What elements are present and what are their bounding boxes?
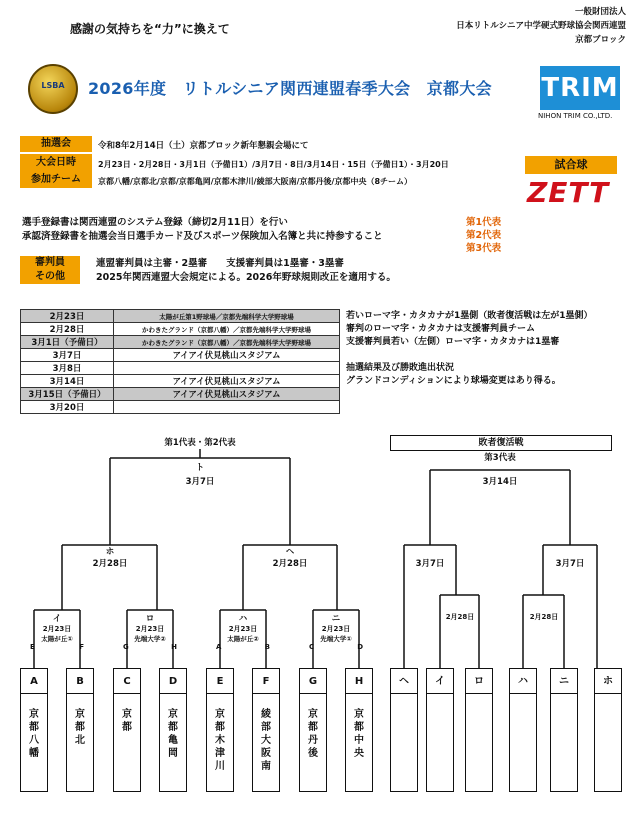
schedule-venue: かわきたグランド（京都八幡）／京都先端科学大学野球場 <box>114 336 340 349</box>
dates-text: 2月23日・2月28日・3月1日（予備日1）/3月7日・8日/3月14日・15日（予備日1）・3月20日 <box>98 160 449 169</box>
note-line: 審判のローマ字・カタカナは支援審判員チーム <box>346 324 536 334</box>
team-name-g <box>299 694 327 792</box>
teams-label: 参加チーム <box>31 174 81 185</box>
schedule-date: 2月28日 <box>21 323 114 336</box>
team-name-text: 京都八幡 <box>29 709 39 759</box>
rep-slot-box <box>465 694 493 792</box>
repechage-subtitle: 第3代表 <box>484 453 516 463</box>
r1-label: ロ <box>145 614 155 624</box>
rep-semi-right-date: 3月7日 <box>555 559 585 569</box>
rep-r1-right-date: 2月28日 <box>529 613 559 621</box>
team-letter-a: A <box>20 668 48 694</box>
rep-3: 第3代表 <box>466 243 502 254</box>
schedule-date: 3月15日（予備日） <box>21 388 114 401</box>
team-name-a <box>20 694 48 792</box>
r1-date: 2月23日 <box>321 625 351 633</box>
r1-label: ニ <box>331 614 341 624</box>
r1-match-ni <box>306 612 366 651</box>
r1-right-seed: B <box>264 643 270 651</box>
schedule-date: 3月7日 <box>21 349 114 362</box>
team-letter-f: F <box>252 668 280 694</box>
match-ball-label: 試合球 <box>525 156 617 174</box>
semi-left-label: ホ <box>105 547 115 557</box>
team-name-text: 京都丹後 <box>308 709 318 759</box>
umpire-line-1: 連盟審判員は主審・2塁審 支援審判員は1塁審・3塁審 <box>96 258 344 269</box>
schedule-date: 3月20日 <box>21 401 114 414</box>
r1-left-seed: C <box>309 643 315 651</box>
rep-slot-box <box>390 694 418 792</box>
rep-1: 第1代表 <box>466 217 502 228</box>
r1-venue: 先端大学② <box>134 635 166 643</box>
other-label: その他 <box>35 271 65 282</box>
schedule-venue: アイアイ伏見桃山スタジアム <box>114 349 340 362</box>
team-name-text: 京都亀岡 <box>168 709 178 759</box>
team-name-c <box>113 694 141 792</box>
main-bracket-title: 第1代表・第2代表 <box>164 438 236 448</box>
rep-semi-left-date: 3月7日 <box>415 559 445 569</box>
rep-slot: ニ <box>550 668 578 694</box>
team-letter-g: G <box>299 668 327 694</box>
teams-text: 京都八幡/京都北/京都/京都亀岡/京都木津川/綾部大阪南/京都丹後/京都中央（8チーム） <box>98 177 413 186</box>
r1-left-seed: G <box>123 643 129 651</box>
rep-2: 第2代表 <box>466 230 502 241</box>
team-name-text: 京都 <box>122 709 132 733</box>
rep-slot: ホ <box>594 668 622 694</box>
umpire-line-2: 2025年関西連盟大会規定による。2026年野球規則改正を適用する。 <box>96 272 396 283</box>
schedule-date: 3月8日 <box>21 362 114 375</box>
schedule-venue: かわきたグランド（京都八幡）／京都先端科学大学野球場 <box>114 323 340 336</box>
note-line: 支援審判員若い（左側）ローマ字・カタカナは1塁審 <box>346 337 560 347</box>
rep-slot: ロ <box>465 668 493 694</box>
r1-label: イ <box>52 614 62 624</box>
schedule-venue: アイアイ伏見桃山スタジアム <box>114 375 340 388</box>
r1-label: ハ <box>238 614 248 624</box>
registration-line-1: 選手登録書は関西連盟のシステム登録（締切2月11日）を行い <box>22 217 288 228</box>
team-name-f <box>252 694 280 792</box>
league-logo-text: LSBA <box>41 81 65 90</box>
sponsor-logo-sub: NIHON TRIM CO.,LTD. <box>538 112 613 120</box>
team-name-text: 綾部大阪南 <box>261 709 271 772</box>
org-line-1: 一般財団法人 <box>574 7 626 17</box>
r1-right-seed: D <box>357 643 363 651</box>
r1-venue: 太陽が丘② <box>227 635 259 643</box>
semi-right-date: 2月28日 <box>272 559 308 569</box>
slogan: 感謝の気持ちを“力”に換えて <box>70 22 230 36</box>
note-line: 若いローマ字・カタカナが1塁側（敗者復活戦は左が1塁側） <box>346 311 593 321</box>
team-letter-d: D <box>159 668 187 694</box>
r1-date: 2月23日 <box>42 625 72 633</box>
umpire-label: 審判員 <box>35 257 65 268</box>
r1-match-ha <box>213 612 273 651</box>
rep-slot: イ <box>426 668 454 694</box>
r1-left-seed: E <box>30 643 35 651</box>
final-date: 3月7日 <box>185 477 215 487</box>
schedule-venue: アイアイ伏見桃山スタジアム <box>114 388 340 401</box>
lottery-text: 令和8年2月14日（土）京都ブロック新年懇親会場にて <box>98 141 309 151</box>
r1-date: 2月23日 <box>135 625 165 633</box>
r1-date: 2月23日 <box>228 625 258 633</box>
registration-line-2: 承認済登録書を抽選会当日選手カード及びスポーツ保険加入名簿と共に持参すること <box>22 231 383 242</box>
note-line: グランドコンディションにより球場変更はあり得る。 <box>346 376 561 386</box>
rep-r1-left-date: 2月28日 <box>445 613 475 621</box>
r1-left-seed: A <box>216 643 222 651</box>
ball-brand-logo: ZETT <box>527 176 610 209</box>
rep-slot-box <box>550 694 578 792</box>
org-line-2: 日本リトルシニア中学硬式野球協会関西連盟 <box>456 21 626 31</box>
team-letter-h: H <box>345 668 373 694</box>
team-name-text: 京都中央 <box>354 709 364 759</box>
r1-match-i <box>27 612 87 651</box>
schedule-date: 3月1日（予備日） <box>21 336 114 349</box>
rep-final-date: 3月14日 <box>482 477 518 487</box>
r1-match-ro <box>120 612 180 651</box>
repechage-title: 敗者復活戦 <box>390 435 612 451</box>
team-name-d <box>159 694 187 792</box>
schedule-date: 2月23日 <box>21 310 114 323</box>
team-name-h <box>345 694 373 792</box>
final-label: ト <box>195 463 205 473</box>
r1-venue: 先端大学① <box>320 635 352 643</box>
org-line-3: 京都ブロック <box>575 35 626 45</box>
page-title: 2026年度 リトルシニア関西連盟春季大会 京都大会 <box>88 79 492 98</box>
dates-label: 大会日時 <box>36 157 76 168</box>
r1-venue: 太陽が丘① <box>41 635 73 643</box>
rep-slot: ヘ <box>390 668 418 694</box>
team-name-e <box>206 694 234 792</box>
r1-right-seed: H <box>171 643 177 651</box>
note-line: 抽選結果及び勝敗進出状況 <box>346 363 455 373</box>
sponsor-logo: TRIM <box>540 66 620 110</box>
semi-left-date: 2月28日 <box>92 559 128 569</box>
semi-right-label: ヘ <box>285 547 295 557</box>
rep-slot-box <box>594 694 622 792</box>
team-name-text: 京都木津川 <box>215 709 225 772</box>
team-letter-b: B <box>66 668 94 694</box>
schedule-venue: 太陽が丘第1野球場／京都先端科学大学野球場 <box>114 310 340 323</box>
schedule-date: 3月14日 <box>21 375 114 388</box>
team-letter-e: E <box>206 668 234 694</box>
team-letter-c: C <box>113 668 141 694</box>
rep-slot: ハ <box>509 668 537 694</box>
rep-slot-box <box>426 694 454 792</box>
rep-slot-box <box>509 694 537 792</box>
team-name-text: 京都北 <box>75 709 85 746</box>
team-name-b <box>66 694 94 792</box>
lottery-label: 抽選会 <box>20 136 92 152</box>
r1-right-seed: F <box>79 643 84 651</box>
